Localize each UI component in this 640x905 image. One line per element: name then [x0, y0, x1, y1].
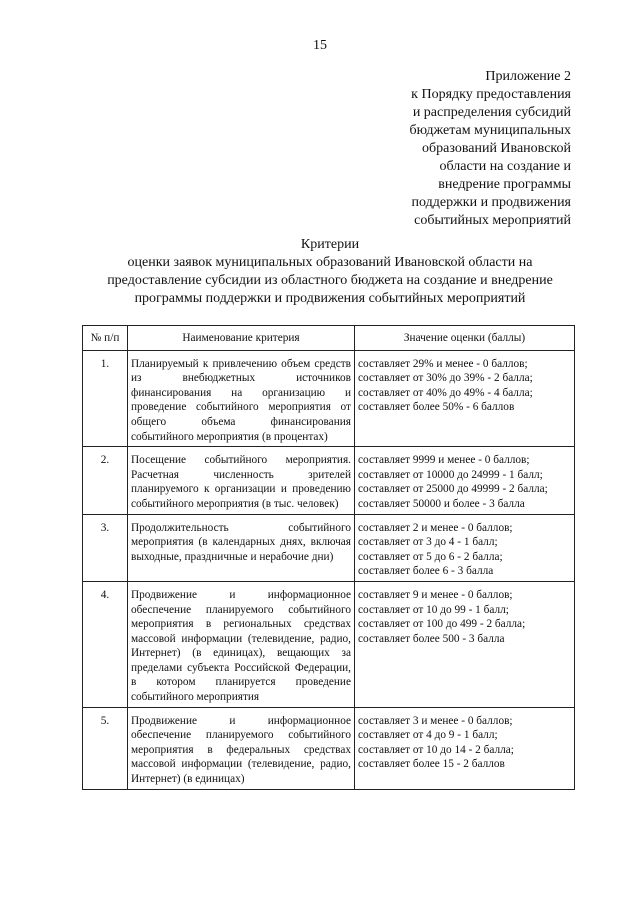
appendix-line: и распределения субсидий [412, 105, 571, 120]
score-line: составляет от 5 до 6 - 2 балла; [358, 550, 503, 563]
row-num: 3. [83, 514, 128, 581]
score-line: составляет от 100 до 499 - 2 балла; [358, 618, 526, 631]
table-header-row [83, 326, 575, 351]
appendix-line: области на создание и [439, 159, 571, 174]
score-line: составляет 3 и менее - 0 баллов; [358, 714, 513, 727]
table-row [83, 581, 575, 707]
score-line: составляет 2 и менее - 0 баллов; [358, 521, 513, 534]
criteria-table [82, 325, 575, 790]
score-line: составляет от 4 до 9 - 1 балл; [358, 729, 498, 742]
row-num: 2. [83, 447, 128, 514]
appendix-line: образований Ивановской [422, 141, 571, 156]
appendix-line: внедрение программы [438, 177, 571, 192]
score-line: составляет 50000 и более - 3 балла [358, 497, 525, 510]
score-line: составляет более 50% - 6 баллов [358, 401, 515, 414]
row-criterion: Продвижение и информационное обеспечение планируемого событийного мероприятия в федеральных средствах массовой информации (телевидение, радио, Интернет) (в единицах) [128, 707, 355, 789]
appendix-line: к Порядку предоставления [411, 87, 571, 102]
title-subtitle-line: оценки заявок муниципальных образований Ивановской области на [127, 255, 533, 270]
row-criterion: Продолжительность событийного мероприятия (в календарных днях, включая выходные, праздничные и нерабочие дни) [128, 514, 355, 581]
document-title [60, 236, 600, 308]
page-number: 15 [313, 38, 327, 53]
title-heading: Критерии [300, 237, 360, 252]
header-num: № п/п [83, 326, 128, 351]
appendix-line: поддержки и продвижения [411, 195, 571, 210]
appendix-line: Приложение 2 [485, 69, 571, 84]
score-line: составляет от 25000 до 49999 - 2 балла; [358, 483, 548, 496]
score-line: составляет от 3 до 4 - 1 балл; [358, 536, 498, 549]
row-criterion: Планируемый к привлечению объем средств из внебюджетных источников финансирования на организацию и проведение событийного мероприятия от общего объема финансирования событийного мероприятия (в процентах) [128, 350, 355, 447]
title-subtitle-line: программы поддержки и продвижения событийных мероприятий [134, 291, 526, 306]
row-scores [355, 514, 575, 581]
score-line: составляет 9 и менее - 0 баллов; [358, 588, 513, 601]
row-scores [355, 350, 575, 447]
appendix-header [341, 68, 571, 230]
row-criterion: Посещение событийного мероприятия. Расчетная численность зрителей планируемого к организации и проведению событийного мероприятия (в тыс. человек) [128, 447, 355, 514]
title-subtitle-line: предоставление субсидии из областного бюджета на создание и внедрение [107, 273, 553, 288]
table-row [83, 514, 575, 581]
score-line: составляет 9999 и менее - 0 баллов; [358, 454, 530, 467]
header-score: Значение оценки (баллы) [355, 326, 575, 351]
score-line: составляет 29% и менее - 0 баллов; [358, 357, 528, 370]
table-row [83, 447, 575, 514]
score-line: составляет от 30% до 39% - 2 балла; [358, 372, 533, 385]
score-line: составляет от 10000 до 24999 - 1 балл; [358, 468, 543, 481]
row-num: 5. [83, 707, 128, 789]
row-num: 1. [83, 350, 128, 447]
row-scores [355, 581, 575, 707]
score-line: составляет от 40% до 49% - 4 балла; [358, 386, 533, 399]
appendix-line: бюджетам муниципальных [409, 123, 571, 138]
appendix-line: событийных мероприятий [414, 213, 571, 228]
table-row [83, 350, 575, 447]
table-row [83, 707, 575, 789]
row-scores [355, 447, 575, 514]
row-num: 4. [83, 581, 128, 707]
score-line: составляет более 6 - 3 балла [358, 565, 494, 578]
row-criterion: Продвижение и информационное обеспечение планируемого событийного мероприятия в региональных средствах массовой информации (телевидение, радио, Интернет) (в единицах), вещающих за пределами субъекта Российской Федерации, в котором планируется проведение событийного мероприятия [128, 581, 355, 707]
score-line: составляет от 10 до 99 - 1 балл; [358, 603, 509, 616]
header-name: Наименование критерия [128, 326, 355, 351]
score-line: составляет от 10 до 14 - 2 балла; [358, 743, 514, 756]
score-line: составляет более 500 - 3 балла [358, 632, 505, 645]
row-scores [355, 707, 575, 789]
score-line: составляет более 15 - 2 баллов [358, 758, 505, 771]
